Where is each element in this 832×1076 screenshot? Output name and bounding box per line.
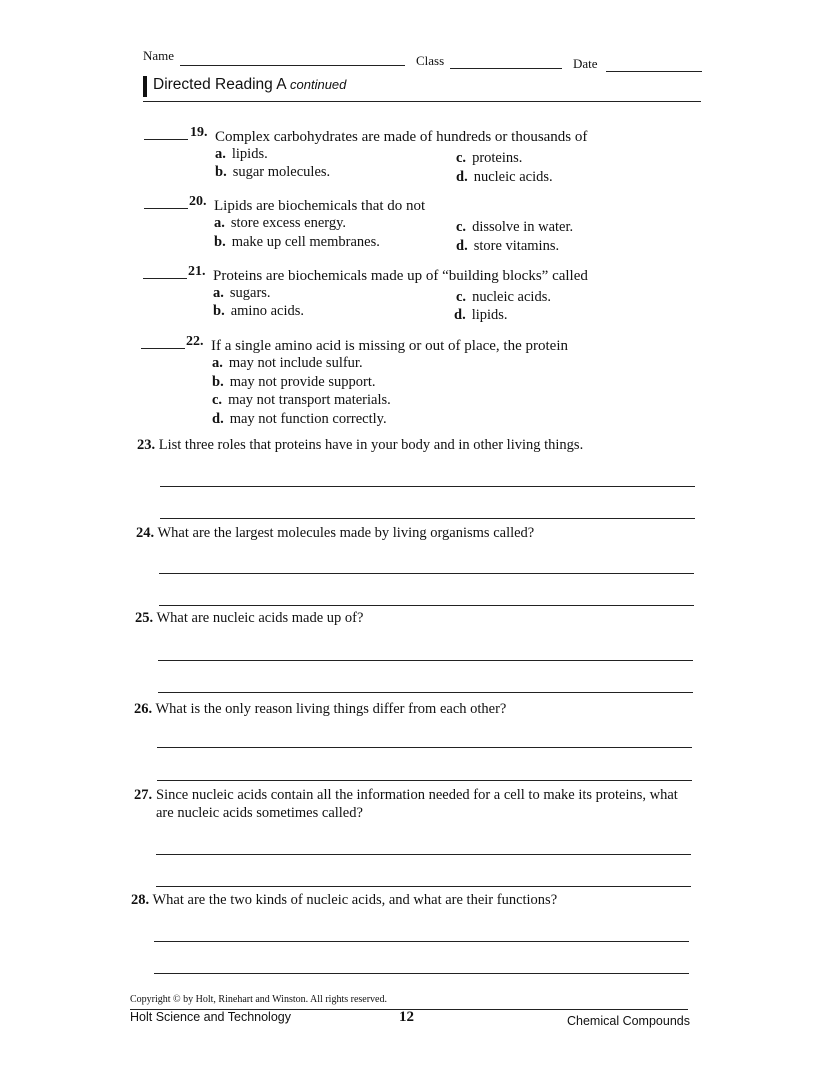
question-number: 19. — [190, 125, 208, 140]
answer-line[interactable] — [160, 486, 695, 487]
question-text: Proteins are biochemicals made up of “building blocks” called — [213, 268, 588, 284]
option-c: c. dissolve in water. — [456, 219, 574, 235]
name-field[interactable] — [180, 65, 405, 66]
question-number: 21. — [188, 264, 206, 279]
option-b: b. may not provide support. — [212, 374, 376, 390]
copyright-notice: Copyright © by Holt, Rinehart and Winston. All rights reserved. — [130, 994, 387, 1005]
option-a: a. may not include sulfur. — [212, 355, 363, 371]
answer-line[interactable] — [154, 941, 689, 942]
name-label: Name — [143, 48, 175, 63]
page-title-text: Directed Reading A — [153, 76, 286, 93]
answer-line[interactable] — [159, 573, 694, 574]
footer-chapter-title: Chemical Compounds — [567, 1014, 690, 1028]
option-d: d. lipids. — [454, 307, 508, 323]
question-text: Complex carbohydrates are made of hundreds or thousands of — [215, 129, 588, 145]
question-text: If a single amino acid is missing or out of place, the protein — [211, 338, 568, 354]
answer-line[interactable] — [157, 780, 692, 781]
answer-line[interactable] — [158, 660, 693, 661]
option-d: d. store vitamins. — [456, 238, 560, 254]
option-d: d. may not function correctly. — [212, 411, 387, 427]
answer-blank-20[interactable] — [144, 208, 188, 209]
option-b: b. amino acids. — [213, 303, 304, 319]
footer-book-title: Holt Science and Technology — [130, 1010, 291, 1024]
title-rule — [143, 101, 701, 102]
answer-blank-21[interactable] — [143, 278, 187, 279]
question-prompt: 28. What are the two kinds of nucleic acids, and what are their functions? — [131, 892, 558, 908]
option-a: a. store excess energy. — [214, 215, 347, 231]
answer-blank-22[interactable] — [141, 348, 185, 349]
question-prompt: 25. What are nucleic acids made up of? — [135, 610, 364, 626]
question-number: 20. — [189, 194, 207, 209]
answer-line[interactable] — [156, 886, 691, 887]
answer-line[interactable] — [154, 973, 689, 974]
answer-line[interactable] — [156, 854, 691, 855]
answer-blank-19[interactable] — [144, 139, 188, 140]
option-d: d. nucleic acids. — [456, 169, 553, 185]
option-c: c. nucleic acids. — [456, 289, 551, 305]
question-prompt: 24. What are the largest molecules made by living organisms called? — [136, 525, 535, 541]
title-bar-marker — [143, 76, 147, 97]
option-c: c. proteins. — [456, 150, 523, 166]
option-a: a. lipids. — [215, 146, 268, 162]
answer-line[interactable] — [159, 605, 694, 606]
date-field[interactable] — [606, 71, 702, 72]
question-number: 22. — [186, 334, 204, 349]
answer-line[interactable] — [160, 518, 695, 519]
date-label: Date — [573, 56, 598, 71]
question-prompt: 26. What is the only reason living things differ from each other? — [134, 701, 507, 717]
option-b: b. sugar molecules. — [215, 164, 331, 180]
question-prompt: 27. Since nucleic acids contain all the information needed for a cell to make its proteins, what are nucleic acids sometimes called? — [134, 787, 678, 821]
page-title-suffix: continued — [290, 77, 347, 92]
option-b: b. make up cell membranes. — [214, 234, 380, 250]
page-number: 12 — [399, 1009, 414, 1025]
question-text: Lipids are biochemicals that do not — [214, 198, 426, 214]
option-a: a. sugars. — [213, 285, 271, 301]
page-title — [153, 76, 346, 94]
answer-line[interactable] — [157, 747, 692, 748]
answer-line[interactable] — [158, 692, 693, 693]
question-prompt: 23. List three roles that proteins have in your body and in other living things. — [137, 437, 584, 453]
option-c: c. may not transport materials. — [212, 392, 391, 408]
class-label: Class — [416, 53, 445, 68]
class-field[interactable] — [450, 68, 562, 69]
